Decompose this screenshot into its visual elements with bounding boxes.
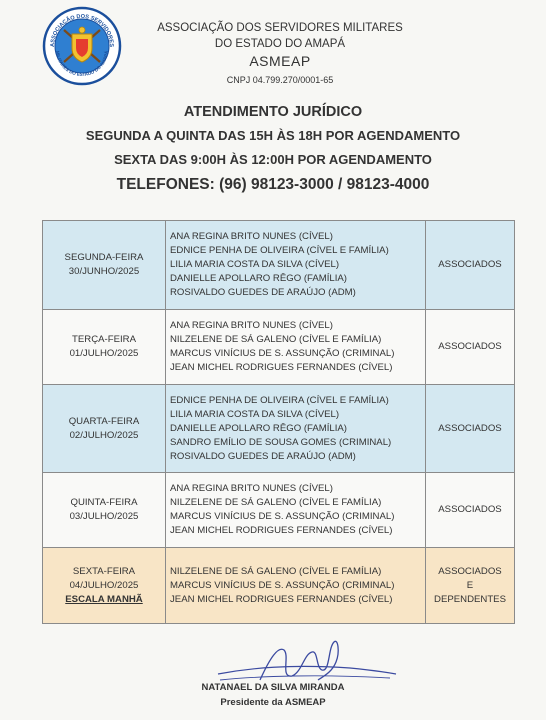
- lawyer-name: ANA REGINA BRITO NUNES (CÍVEL): [170, 483, 333, 494]
- audience-cell: ASSOCIADOS: [426, 473, 515, 548]
- lawyer-name: EDNICE PENHA DE OLIVEIRA (CÍVEL E FAMÍLIA): [170, 394, 389, 406]
- lawyer-name: MARCUS VINÍCIUS DE S. ASSUNÇÃO (CRIMINAL): [170, 579, 395, 591]
- logo-text-top: ASSOCIAÇÃO DOS SERVIDORES: [49, 13, 115, 48]
- day-date: 04/JULHO/2025: [69, 579, 139, 591]
- audience-cell: ASSOCIADOS: [426, 310, 515, 385]
- lawyer-name: ROSIVALDO GUEDES DE ARAÚJO (ADM): [170, 450, 356, 462]
- logo-text-bottom: MILITARES DO ESTADO DO AMAPÁ: [54, 50, 110, 78]
- lawyer-name: ANA REGINA BRITO NUNES (CÍVEL): [170, 320, 333, 331]
- lawyer-name: NILZELENE DE SÁ GALENO (CÍVEL E FAMÍLIA): [170, 565, 382, 577]
- org-cnpj: CNPJ 04.799.270/0001-65: [226, 75, 334, 85]
- audience-line: E: [466, 579, 474, 591]
- day-date: 30/JUNHO/2025: [68, 266, 140, 277]
- table-row: [43, 310, 515, 385]
- lawyer-name: DANIELLE APOLLARO RÊGO (FAMÍLIA): [170, 422, 348, 434]
- lawyer-name: NILZELENE DE SÁ GALENO (CÍVEL E FAMÍLIA): [170, 497, 382, 508]
- lawyer-name: NILZELENE DE SÁ GALENO (CÍVEL E FAMÍLIA): [170, 334, 382, 345]
- table-row: [43, 548, 515, 624]
- lawyer-name: JEAN MICHEL RODRIGUES FERNANDES (CÍVEL): [170, 525, 393, 536]
- lawyer-name: JEAN MICHEL RODRIGUES FERNANDES (CÍVEL): [170, 593, 393, 605]
- lawyer-name: ROSIVALDO GUEDES DE ARAÚJO (ADM): [170, 287, 356, 298]
- table-row: [43, 385, 515, 473]
- lawyers-cell: [166, 385, 426, 473]
- lawyer-name: DANIELLE APOLLARO RÊGO (FAMÍLIA): [170, 273, 348, 284]
- audience-line: DEPENDENTES: [434, 593, 506, 605]
- day-name: QUARTA-FEIRA: [68, 415, 140, 427]
- signer-name: NATANAEL DA SILVA MIRANDA: [201, 682, 345, 693]
- lawyer-name: LILIA MARIA COSTA DA SILVA (CÍVEL): [170, 259, 340, 270]
- lawyer-name: EDNICE PENHA DE OLIVEIRA (CÍVEL E FAMÍLIA): [170, 245, 389, 256]
- lawyers-cell: [166, 221, 426, 310]
- lawyer-name: JEAN MICHEL RODRIGUES FERNANDES (CÍVEL): [170, 362, 393, 373]
- schedule-table: [42, 220, 515, 624]
- day-cell: [43, 221, 166, 310]
- lawyers-cell: [166, 548, 426, 624]
- table-row: [43, 473, 515, 548]
- audience-cell: [426, 548, 515, 624]
- organization-block: [150, 20, 410, 88]
- day-name: SEXTA-FEIRA: [72, 565, 136, 577]
- table-row: [43, 221, 515, 310]
- notice-phones: TELEFONES: (96) 98123-3000 / 98123-4000: [116, 176, 430, 193]
- day-date: 01/JULHO/2025: [69, 348, 139, 359]
- day-name: QUINTA-FEIRA: [70, 497, 138, 508]
- lawyers-cell: [166, 310, 426, 385]
- lawyer-name: MARCUS VINÍCIUS DE S. ASSUNÇÃO (CRIMINAL): [170, 511, 395, 522]
- signer-block: [0, 680, 546, 710]
- notice-headline: [0, 100, 546, 198]
- day-name: TERÇA-FEIRA: [72, 334, 136, 345]
- notice-hours-friday: SEXTA DAS 9:00H ÀS 12:00H POR AGENDAMENTO: [114, 152, 432, 167]
- day-name: SEGUNDA-FEIRA: [64, 252, 144, 263]
- notice-hours-weekdays: SEGUNDA A QUINTA DAS 15H ÀS 18H POR AGENDAMENTO: [85, 128, 461, 143]
- shift-label: ESCALA MANHÃ: [65, 593, 143, 605]
- day-date: 03/JULHO/2025: [69, 511, 139, 522]
- org-acronym: ASMEAP: [249, 53, 311, 69]
- signer-role: Presidente da ASMEAP: [220, 697, 326, 708]
- lawyer-name: MARCUS VINÍCIUS DE S. ASSUNÇÃO (CRIMINAL): [170, 348, 395, 359]
- audience-cell: ASSOCIADOS: [426, 385, 515, 473]
- day-cell: [43, 548, 166, 624]
- day-date: 02/JULHO/2025: [69, 429, 139, 441]
- day-cell: [43, 310, 166, 385]
- lawyer-name: SANDRO EMÍLIO DE SOUSA GOMES (CRIMINAL): [170, 436, 392, 448]
- lawyers-cell: [166, 473, 426, 548]
- asmeap-logo: [42, 6, 122, 86]
- lawyer-name: LILIA MARIA COSTA DA SILVA (CÍVEL): [170, 408, 340, 420]
- org-name-line2: DO ESTADO DO AMAPÁ: [214, 38, 346, 50]
- audience-line: ASSOCIADOS: [438, 565, 502, 577]
- audience-cell: ASSOCIADOS: [426, 221, 515, 310]
- day-cell: [43, 385, 166, 473]
- day-cell: [43, 473, 166, 548]
- lawyer-name: ANA REGINA BRITO NUNES (CÍVEL): [170, 231, 333, 242]
- org-name-line1: ASSOCIAÇÃO DOS SERVIDORES MILITARES: [157, 22, 403, 34]
- notice-title: ATENDIMENTO JURÍDICO: [183, 104, 363, 120]
